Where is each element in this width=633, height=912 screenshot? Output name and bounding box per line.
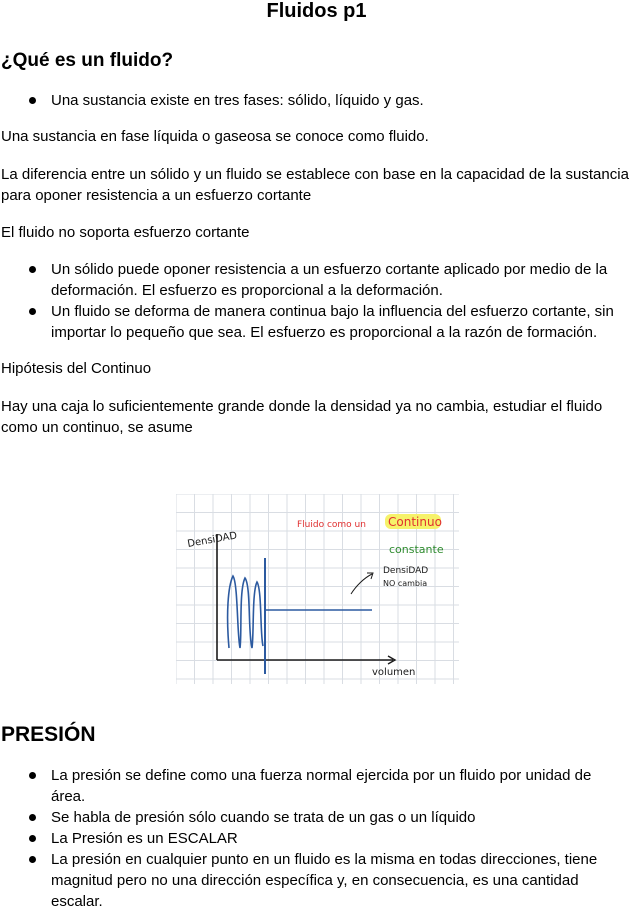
list-item-text: Un fluido se deforma de manera continua bajo la influencia del esfuerzo cortante, sin importar lo pequeño que sea. El esfuerzo es proporcional a la razón de formación. <box>51 303 614 341</box>
list-item <box>0 828 633 849</box>
list-item-text: La Presión es un ESCALAR <box>51 830 238 847</box>
y-axis-label: DensiDAD <box>186 530 239 550</box>
list-item <box>0 849 633 912</box>
list-item-text: Se habla de presión sólo cuando se trata de un gas o un líquido <box>51 809 476 826</box>
note-densidad: DensiDAD <box>383 566 429 576</box>
list-item-text: La presión se define como una fuerza normal ejercida por un fluido por unidad de área. <box>51 767 592 805</box>
bullet-icon <box>29 835 36 842</box>
paragraph-diferencia: La diferencia entre un sólido y un fluido se establece con base en la capacidad de la sustancia para oponer resistencia a un esfuerzo cortante <box>1 166 629 204</box>
bullet-icon <box>29 814 36 821</box>
note-no-cambia: NO cambia <box>383 579 428 588</box>
section-heading-presion: PRESIÓN <box>1 723 96 746</box>
list-item <box>0 90 633 111</box>
density-volume-sketch <box>176 494 459 684</box>
paragraph-fase-liquida: Una sustancia en fase líquida o gaseosa se conoce como fluido. <box>1 128 429 145</box>
bullet-list-intro <box>0 90 633 111</box>
paragraph-no-soporta: El fluido no soporta esfuerzo cortante <box>1 224 250 241</box>
bullet-icon <box>29 856 36 863</box>
bullet-list-presion <box>0 765 633 912</box>
bullet-icon <box>29 97 36 104</box>
list-item-text: Un sólido puede oponer resistencia a un esfuerzo cortante aplicado por medio de la deformación. El esfuerzo es proporcional a la deformación. <box>51 261 608 299</box>
bullet-icon <box>29 772 36 779</box>
note-constante: constante <box>389 543 444 556</box>
list-item <box>0 765 633 807</box>
paragraph-caja: Hay una caja lo suficientemente grande donde la densidad ya no cambia, estudiar el fluido como un continuo, se asume <box>1 398 603 436</box>
list-item-text: Una sustancia existe en tres fases: sólido, líquido y gas. <box>51 92 424 109</box>
list-item <box>0 259 633 301</box>
note-fluido-como-un: Fluido como un <box>297 520 366 530</box>
list-item <box>0 807 633 828</box>
paragraph-hipotesis: Hipótesis del Continuo <box>1 360 152 377</box>
page-title: Fluidos p1 <box>266 0 367 22</box>
bullet-icon <box>29 308 36 315</box>
section-heading-fluido: ¿Qué es un fluido? <box>1 50 174 71</box>
bullet-list-solido-fluido <box>0 259 633 343</box>
list-item <box>0 301 633 343</box>
x-axis-label: volumen <box>372 667 416 678</box>
note-continuo: Continuo <box>388 515 442 529</box>
bullet-icon <box>29 266 36 273</box>
list-item-text: La presión en cualquier punto en un fluido es la misma en todas direcciones, tiene magnitud pero no una dirección específica y, en consecuencia, es una cantidad escalar. <box>51 851 598 910</box>
